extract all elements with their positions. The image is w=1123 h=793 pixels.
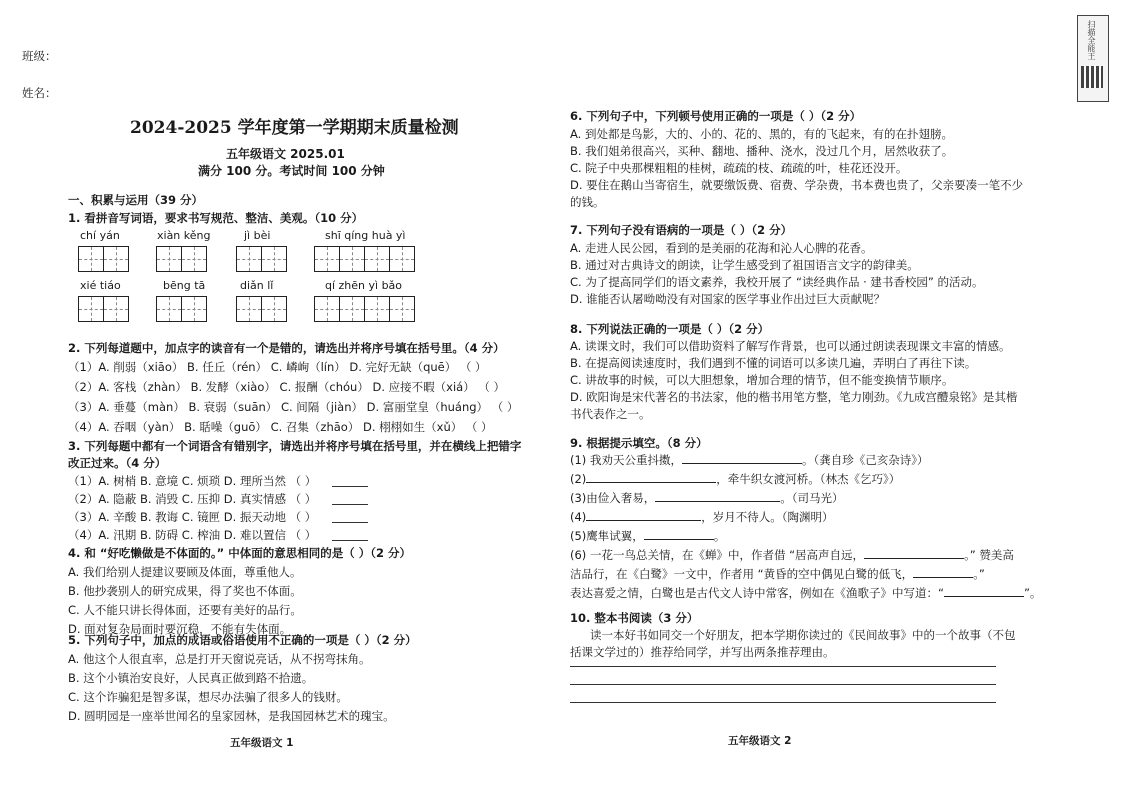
- q2-item: （4）A. 吞咽（yàn） B. 聒噪（guō） C. 召集（zhāo） D. 栩栩如生（xǔ） （ ）: [68, 420, 493, 434]
- fill-text: (4): [570, 510, 587, 524]
- question-3: 3. 下列每题中都有一个词语含有错别字，请选出并将序号填在括号里，并在横线上把错字: [68, 439, 522, 453]
- scanner-watermark: [1077, 15, 1109, 102]
- section-heading: 一、积累与运用（39 分）: [68, 193, 204, 207]
- fill-blank[interactable]: [655, 501, 780, 502]
- q4-item: A. 我们给别人提建议要顾及体面，尊重他人。: [68, 565, 302, 579]
- fill-text: 。”: [973, 567, 985, 581]
- writing-grid[interactable]: [78, 246, 128, 272]
- q8-item: A. 读课文时，我们可以借助资料了解写作背景，也可以通过朗读表现课文丰富的情感。: [570, 339, 1011, 353]
- writing-grid[interactable]: [314, 296, 414, 322]
- q3-item: （4）A. 汛期 B. 防碍 C. 榨油 D. 难以置信 （ ）: [68, 528, 317, 542]
- fill-line: [570, 490, 844, 506]
- writing-grid[interactable]: [156, 296, 206, 322]
- q5-item: D. 圆明园是一座举世闻名的皇家园林，是我国园林艺术的瑰宝。: [68, 709, 395, 723]
- pinyin-label: bēng tā: [163, 279, 206, 292]
- fill-line: [570, 509, 834, 525]
- q10-text: 读一本好书如同交一个好朋友，把本学期你读过的《民间故事》中的一个故事（不包: [590, 628, 1016, 642]
- q7-item: B. 通过对古典诗文的朗读，让学生感受到了祖国语言文字的韵律美。: [570, 258, 919, 272]
- q5-item: C. 这个诈骗犯是智多谋，想尽办法骗了很多人的钱财。: [68, 690, 348, 704]
- q4-item: B. 他抄袭别人的研究成果，得了奖也不体面。: [68, 584, 302, 598]
- fill-text: ，岁月不待人。（陶渊明）: [701, 510, 834, 524]
- q6-item: 的钱。: [570, 195, 605, 209]
- q5-item: A. 他这个人很直率，总是打开天窗说亮话，从不拐弯抹角。: [68, 652, 371, 666]
- q2-item: （1）A. 削弱（xiāo） B. 任丘（rén） C. 嶙峋（lín） D. 完好无缺（quē） （ ）: [68, 360, 487, 374]
- answer-line[interactable]: [570, 666, 996, 667]
- answer-line[interactable]: [332, 486, 368, 487]
- pinyin-label: chí yán: [80, 229, 120, 242]
- q4-item: D. 面对复杂局面时要沉稳，不能有失体面。: [68, 622, 292, 636]
- q6-item: A. 到处都是鸟影，大的、小的、花的、黑的，有的飞起来，有的在扑翅膀。: [570, 127, 953, 141]
- fill-line: [570, 547, 1014, 563]
- name-label: 姓名：: [22, 86, 57, 100]
- answer-line[interactable]: [570, 684, 996, 685]
- q7-item: C. 为了提高同学们的语文素养，我校开展了 “读经典作品 · 建书香校园” 的活动。: [570, 275, 984, 289]
- fill-text: ”。: [1023, 586, 1042, 600]
- question-2: 2. 下列每道题中，加点字的读音有一个是错的，请选出并将序号填在括号里。（4 分）: [68, 341, 505, 355]
- fill-blank[interactable]: [586, 520, 701, 521]
- q5-item: B. 这个小镇治安良好，人民真正做到路不拾遗。: [68, 671, 314, 685]
- q7-item: D. 谁能否认屠呦呦没有对国家的医学事业作出过巨大贡献呢？: [570, 292, 886, 306]
- pinyin-label: qí zhēn yì bǎo: [325, 279, 403, 292]
- writing-grid[interactable]: [236, 296, 286, 322]
- fill-blank[interactable]: [644, 539, 714, 540]
- left-page: [0, 0, 560, 793]
- fill-text: (3)由俭入奢易，: [570, 491, 656, 505]
- question-3-cont: 改正过来。（4 分）: [68, 456, 167, 470]
- page-footer: 五年级语文 2: [728, 735, 792, 747]
- qr-code-icon: [1081, 66, 1103, 88]
- exam-subject: 五年级语文 2025.01: [226, 147, 345, 161]
- exam-title: 2024-2025 学年度第一学期期末质量检测: [130, 118, 459, 138]
- pinyin-label: xié tiáo: [80, 279, 121, 292]
- writing-grid[interactable]: [156, 246, 206, 272]
- page-footer: 五年级语文 1: [230, 737, 294, 749]
- question-4: 4. 和 “好吃懒做是不体面的。” 中体面的意思相同的是（ ）（2 分）: [68, 546, 412, 560]
- fill-text: (5)鹰隼试翼，: [570, 529, 644, 543]
- fill-line: [570, 452, 928, 468]
- fill-blank[interactable]: [864, 558, 964, 559]
- q3-item: （2）A. 隐蔽 B. 消毁 C. 压抑 D. 真实情感 （ ）: [68, 492, 317, 506]
- pinyin-label: jì bèi: [244, 229, 271, 242]
- fill-line: [570, 528, 725, 544]
- question-1: 1. 看拼音写词语，要求书写规范、整洁、美观。（10 分）: [68, 211, 364, 225]
- q10-text: 括课文学过的）推荐给同学，并写出两条推荐理由。: [570, 645, 835, 659]
- q6-item: D. 要住在鹅山当寄宿生，就要缴饭费、宿费、学杂费，书本费也贵了，父亲要凑一笔不少: [570, 178, 1024, 192]
- right-page: [560, 0, 1123, 793]
- pinyin-label: shī qíng huà yì: [325, 229, 406, 242]
- fill-text: (2): [570, 472, 587, 486]
- score-info: 满分 100 分。考试时间 100 分钟: [198, 164, 385, 178]
- answer-line[interactable]: [332, 522, 368, 523]
- fill-text: 。” 赞美高: [964, 548, 1014, 562]
- answer-line[interactable]: [332, 504, 368, 505]
- fill-text: 。（龚自珍《己亥杂诗》）: [801, 453, 929, 467]
- fill-text: ，牵牛织女渡河桥。（林杰《乞巧》）: [716, 472, 901, 486]
- question-8: 8. 下列说法正确的一项是（ ）（2 分）: [570, 322, 770, 336]
- fill-blank[interactable]: [586, 482, 716, 483]
- fill-text: (6) 一花一鸟总关情，在《蝉》中，作者借 “居高声自远，: [570, 548, 865, 562]
- q8-item: 书代表作之一。: [570, 407, 651, 421]
- question-6: 6. 下列句子中，下列顿号使用正确的一项是（ ）（2 分）: [570, 109, 862, 123]
- q6-item: C. 院子中央那棵粗粗的桂树，疏疏的枝、疏疏的叶，桂花还没开。: [570, 161, 908, 175]
- q4-item: C. 人不能只讲长得体面，还要有美好的品行。: [68, 603, 302, 617]
- fill-blank[interactable]: [944, 596, 1024, 597]
- q6-item: B. 我们姐弟很高兴，买种、翻地、播种、浇水，没过几个月，居然收获了。: [570, 144, 954, 158]
- fill-text: 洁品行，在《白鹭》一文中，作者用 “黄昏的空中偶见白鹭的低飞，: [570, 567, 914, 581]
- q8-item: C. 讲故事的时候，可以大胆想象，增加合理的情节，但不能变换情节顺序。: [570, 373, 954, 387]
- question-5: 5. 下列句子中，加点的成语或俗语使用不正确的一项是（ ）（2 分）: [68, 633, 417, 647]
- pinyin-label: diǎn lǐ: [240, 279, 274, 292]
- fill-blank[interactable]: [682, 463, 802, 464]
- q2-item: （3）A. 垂蔓（màn） B. 衰弱（suān） C. 间隔（jiàn） D. 富丽堂皇（huáng） （ ）: [68, 400, 519, 414]
- scanner-badge-text: 扫描全能王: [1087, 20, 1096, 60]
- fill-line: [570, 585, 1041, 601]
- writing-grid[interactable]: [236, 246, 286, 272]
- question-9: 9. 根据提示填空。（8 分）: [570, 436, 708, 450]
- question-7: 7. 下列句子没有语病的一项是（ ）（2 分）: [570, 223, 793, 237]
- fill-line: [570, 471, 900, 487]
- q3-item: （3）A. 辛酸 B. 教诲 C. 镜匣 D. 振天动地 （ ）: [68, 510, 317, 524]
- q2-item: （2）A. 客栈（zhàn） B. 发酵（xiào） C. 报酬（chóu） D. 应接不暇（xiá） （ ）: [68, 380, 506, 394]
- fill-text: 。: [713, 529, 726, 543]
- q8-item: B. 在提高阅读速度时，我们遇到不懂的词语可以多读几遍，弄明白了再往下读。: [570, 356, 977, 370]
- fill-blank[interactable]: [913, 577, 973, 578]
- fill-line: [570, 566, 985, 582]
- fill-text: 。（司马光）: [780, 491, 844, 505]
- answer-line[interactable]: [570, 702, 996, 703]
- answer-line[interactable]: [332, 540, 368, 541]
- writing-grid[interactable]: [78, 296, 128, 322]
- class-label: 班级：: [22, 49, 57, 63]
- writing-grid[interactable]: [314, 246, 414, 272]
- fill-text: (1) 我劝天公重抖擞，: [570, 453, 682, 467]
- fill-text: 表达喜爱之情，白鹭也是古代文人诗中常客，例如在《渔歌子》中写道：“: [570, 586, 944, 600]
- q3-item: （1）A. 树梢 B. 意境 C. 烦琐 D. 理所当然 （ ）: [68, 474, 317, 488]
- q7-item: A. 走进人民公园，看到的是美丽的花海和沁人心脾的花香。: [570, 241, 873, 255]
- question-10: 10. 整本书阅读（3 分）: [570, 611, 699, 625]
- pinyin-label: xiàn kěng: [157, 229, 211, 242]
- q8-item: D. 欧阳询是宋代著名的书法家，他的楷书用笔方整，笔力刚劲。《九成宫醴泉铭》是其楷: [570, 390, 1018, 404]
